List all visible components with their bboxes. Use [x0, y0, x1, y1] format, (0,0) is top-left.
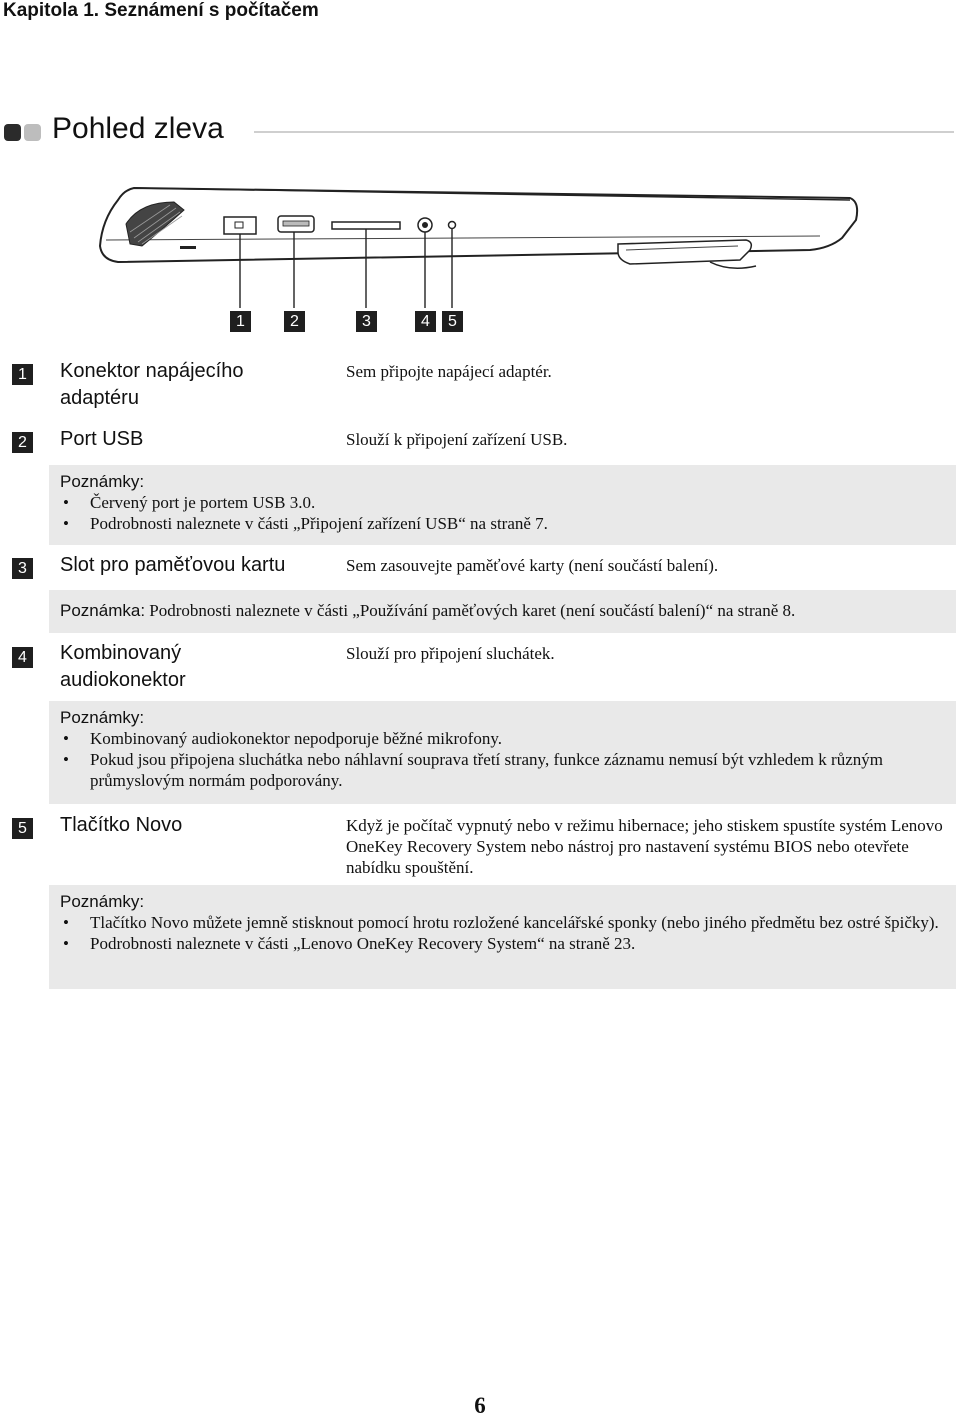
figure-label-3: 3	[356, 311, 377, 332]
note-bullet: • Tlačítko Novo můžete jemně stisknout pomocí hrotu rozložené kancelářské sponky (nebo jiného předmětu bez ostré špičky).	[60, 912, 944, 933]
laptop-left-side-illustration	[90, 180, 870, 340]
figure-label-2: 2	[284, 311, 305, 332]
note-bullet: • Červený port je portem USB 3.0.	[60, 492, 944, 513]
figure-label-5: 5	[442, 311, 463, 332]
note-list	[60, 728, 944, 791]
item-desc-audio-jack: Slouží pro připojení sluchátek.	[346, 644, 555, 663]
note-box-card	[49, 590, 956, 633]
item-desc-usb-port: Slouží k připojení zařízení USB.	[346, 430, 568, 449]
item-term-novo-button: Tlačítko Novo	[60, 814, 183, 836]
item-term-card-slot: Slot pro paměťovou kartu	[60, 554, 286, 576]
page-number: 6	[474, 1393, 486, 1418]
item-number-2: 2	[12, 432, 33, 453]
item-term-power-connector: Konektor napájecího adaptéru	[60, 360, 244, 409]
item-desc-power-connector: Sem připojte napájecí adaptér.	[346, 362, 552, 381]
section-title: Pohled zleva	[52, 112, 224, 145]
note-list	[60, 492, 944, 534]
section-marker-dark	[4, 124, 21, 141]
item-number-1: 1	[12, 364, 33, 385]
note-title: Poznámka:	[60, 601, 146, 620]
chapter-header: Kapitola 1. Seznámení s počítačem	[3, 0, 319, 21]
item-desc-novo-button: Když je počítač vypnutý nebo v režimu hibernace; jeho stiskem spustíte systém Lenovo OneKey Recovery System nebo nástroj pro nastavení systému BIOS nebo otevřete nabídku spouštění.	[346, 816, 943, 877]
item-number-3: 3	[12, 558, 33, 579]
note-text: Podrobnosti naleznete v části „Používání paměťových karet (není součástí balení)“ na straně 8.	[145, 601, 796, 620]
section-marker-light	[24, 124, 41, 141]
note-title: Poznámky:	[60, 708, 145, 727]
item-number-5: 5	[12, 818, 33, 839]
item-desc-card-slot: Sem zasouvejte paměťové karty (není součástí balení).	[346, 556, 719, 575]
note-title: Poznámky:	[60, 472, 145, 491]
note-bullet: • Pokud jsou připojena sluchátka nebo náhlavní souprava třetí strany, funkce záznamu nemusí být vzhledem k různým průmyslovým normám podporovány.	[60, 749, 944, 791]
section-rule	[254, 131, 954, 133]
item-number-4: 4	[12, 647, 33, 668]
note-box-usb	[49, 465, 956, 545]
note-bullet: • Podrobnosti naleznete v části „Lenovo OneKey Recovery System“ na straně 23.	[60, 933, 944, 954]
figure-label-4: 4	[415, 311, 436, 332]
note-title: Poznámky:	[60, 892, 145, 911]
figure-label-1: 1	[230, 311, 251, 332]
section-header	[0, 112, 960, 152]
note-box-audio	[49, 701, 956, 804]
note-bullet: • Kombinovaný audiokonektor nepodporuje běžné mikrofony.	[60, 728, 944, 749]
note-bullet: • Podrobnosti naleznete v části „Připojení zařízení USB“ na straně 7.	[60, 513, 944, 534]
note-list	[60, 912, 944, 954]
note-box-novo	[49, 885, 956, 989]
item-term-audio-jack: Kombinovaný audiokonektor	[60, 642, 186, 691]
item-term-usb-port: Port USB	[60, 428, 144, 450]
